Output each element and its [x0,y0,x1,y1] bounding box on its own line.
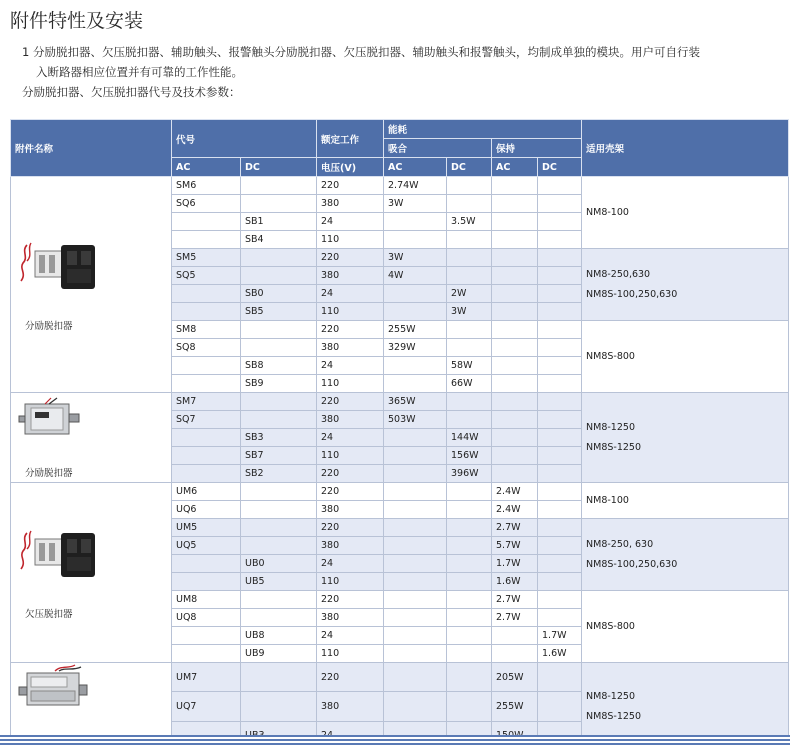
pickup-dc-cell [447,591,492,609]
rated-voltage-cell: 110 [317,303,384,321]
hold-ac-cell: 1.6W [492,573,538,591]
pickup-ac-cell: 255W [384,321,447,339]
code-dc-cell: UB9 [241,645,317,663]
code-ac-cell [172,555,241,573]
shell-frame-label: NM8-250,630 [586,268,651,280]
rated-voltage-cell: 380 [317,609,384,627]
pickup-ac-cell: 329W [384,339,447,357]
hold-dc-cell [538,663,582,692]
pickup-dc-cell: 396W [447,465,492,483]
pickup-ac-cell [384,213,447,231]
hold-ac-cell [492,465,538,483]
code-ac-cell: UQ7 [172,692,241,721]
header-shell: 适用壳架 [582,120,789,177]
pickup-dc-cell: 66W [447,375,492,393]
hold-dc-cell [538,591,582,609]
hold-ac-cell: 205W [492,663,538,692]
accessory-name-cell [11,393,172,483]
table-row [11,177,789,195]
hold-dc-cell [538,555,582,573]
code-dc-cell: SB3 [241,429,317,447]
shell-frame-cell [582,177,789,249]
hold-ac-cell [492,231,538,249]
shunt-release-solenoid-icon [15,396,85,447]
pickup-ac-cell [384,501,447,519]
code-dc-cell: SB8 [241,357,317,375]
pickup-ac-cell: 365W [384,393,447,411]
pickup-ac-cell [384,645,447,663]
pickup-ac-cell [384,231,447,249]
hold-dc-cell [538,692,582,721]
pickup-ac-cell: 3W [384,249,447,267]
header-code: 代号 [172,120,317,158]
code-ac-cell: UM7 [172,663,241,692]
rated-voltage-cell: 220 [317,483,384,501]
pickup-ac-cell [384,429,447,447]
code-ac-cell: SQ5 [172,267,241,285]
hold-ac-cell [492,321,538,339]
shell-frame-label: NM8S-800 [586,620,635,632]
shell-frame-label: NM8S-100,250,630 [586,288,678,300]
hold-ac-cell [492,393,538,411]
rated-voltage-cell: 110 [317,447,384,465]
accessory-name: 分励脱扣器 [25,468,73,479]
hold-ac-cell: 2.7W [492,519,538,537]
rated-voltage-cell: 24 [317,429,384,447]
hold-dc-cell [538,537,582,555]
hold-ac-cell: 255W [492,692,538,721]
rated-voltage-cell: 110 [317,231,384,249]
code-ac-cell: UQ8 [172,609,241,627]
code-dc-cell [241,411,317,429]
code-ac-cell: SM5 [172,249,241,267]
rated-voltage-cell: 380 [317,501,384,519]
shell-frame-cell [582,249,789,321]
pickup-ac-cell [384,303,447,321]
hold-dc-cell [538,195,582,213]
shell-frame-cell [582,393,789,483]
accessory-name-cell [11,177,172,393]
rated-voltage-cell: 380 [317,267,384,285]
code-ac-cell [172,627,241,645]
shell-frame-label: NM8-100 [586,494,629,506]
shunt-release-icon [15,237,101,300]
pickup-ac-cell [384,573,447,591]
pickup-ac-cell [384,465,447,483]
hold-ac-cell [492,447,538,465]
undervoltage-release-solenoid-icon [15,663,93,718]
hold-ac-cell [492,303,538,321]
pickup-dc-cell [447,501,492,519]
hold-dc-cell [538,519,582,537]
code-ac-cell [172,429,241,447]
hold-dc-cell [538,357,582,375]
pickup-dc-cell [447,627,492,645]
rated-voltage-cell: 24 [317,285,384,303]
pickup-ac-cell [384,537,447,555]
header-hold-ac: AC [492,158,538,177]
intro-line-2: 入断路器相应位置并有可靠的工作性能。 [36,65,243,79]
code-ac-cell: UM5 [172,519,241,537]
pickup-dc-cell [447,519,492,537]
shell-frame-label: NM8S-1250 [586,710,642,722]
pickup-dc-cell: 156W [447,447,492,465]
pickup-dc-cell [447,177,492,195]
pickup-ac-cell [384,663,447,692]
hold-ac-cell [492,195,538,213]
shell-frame-label: NM8-1250 [586,421,635,433]
code-dc-cell [241,195,317,213]
code-dc-cell: SB4 [241,231,317,249]
code-ac-cell [172,375,241,393]
rated-voltage-cell: 24 [317,213,384,231]
hold-dc-cell [538,249,582,267]
undervoltage-release-icon [15,525,101,588]
code-ac-cell: UM6 [172,483,241,501]
pickup-ac-cell [384,627,447,645]
code-dc-cell: SB0 [241,285,317,303]
hold-dc-cell [538,483,582,501]
hold-dc-cell [538,429,582,447]
intro-text [22,42,784,102]
rated-voltage-cell: 220 [317,321,384,339]
hold-ac-cell [492,375,538,393]
code-dc-cell: SB2 [241,465,317,483]
hold-dc-cell: 1.6W [538,645,582,663]
code-dc-cell: UB8 [241,627,317,645]
pickup-dc-cell [447,573,492,591]
pickup-ac-cell [384,447,447,465]
pickup-dc-cell [447,411,492,429]
hold-dc-cell [538,177,582,195]
code-dc-cell [241,609,317,627]
intro-line-3: 分励脱扣器、欠压脱扣器代号及技术参数： [22,85,241,99]
rated-voltage-cell: 380 [317,411,384,429]
hold-dc-cell [538,447,582,465]
header-hold-dc: DC [538,158,582,177]
hold-ac-cell [492,429,538,447]
shell-frame-cell [582,591,789,663]
code-ac-cell: SM7 [172,393,241,411]
pickup-dc-cell: 58W [447,357,492,375]
code-dc-cell: SB5 [241,303,317,321]
rated-voltage-cell: 24 [317,357,384,375]
pickup-ac-cell [384,519,447,537]
pickup-dc-cell [447,483,492,501]
hold-dc-cell [538,267,582,285]
table-row [11,483,789,501]
pickup-dc-cell [447,555,492,573]
code-dc-cell [241,537,317,555]
accessory-name-cell [11,483,172,663]
pickup-dc-cell [447,195,492,213]
hold-ac-cell [492,285,538,303]
code-ac-cell: SM6 [172,177,241,195]
spec-table [10,119,789,745]
hold-ac-cell [492,213,538,231]
rated-voltage-cell: 380 [317,339,384,357]
code-ac-cell: SQ7 [172,411,241,429]
pickup-dc-cell [447,645,492,663]
rated-voltage-cell: 220 [317,663,384,692]
pickup-ac-cell: 2.74W [384,177,447,195]
accessory-name: 欠压脱扣器 [25,609,73,620]
code-dc-cell [241,267,317,285]
shell-frame-label: NM8-100 [586,206,629,218]
header-hold: 保持 [492,139,582,158]
pickup-dc-cell [447,339,492,357]
pickup-dc-cell [447,537,492,555]
hold-ac-cell: 2.7W [492,609,538,627]
hold-dc-cell [538,375,582,393]
code-dc-cell: SB1 [241,213,317,231]
header-pickup-dc: DC [447,158,492,177]
rated-voltage-cell: 220 [317,177,384,195]
hold-ac-cell: 2.4W [492,501,538,519]
pickup-ac-cell [384,483,447,501]
code-ac-cell [172,285,241,303]
hold-ac-cell: 2.4W [492,483,538,501]
pickup-ac-cell [384,555,447,573]
code-ac-cell [172,213,241,231]
code-dc-cell [241,393,317,411]
table-row [11,663,789,692]
code-ac-cell: SQ6 [172,195,241,213]
header-code-dc: DC [241,158,317,177]
hold-ac-cell: 1.7W [492,555,538,573]
shell-frame-label: NM8S-100,250,630 [586,558,678,570]
rated-voltage-cell: 380 [317,692,384,721]
bottom-decorative-bar [0,735,790,745]
rated-voltage-cell: 380 [317,537,384,555]
hold-dc-cell [538,465,582,483]
rated-voltage-cell: 220 [317,591,384,609]
rated-voltage-cell: 220 [317,465,384,483]
pickup-ac-cell: 4W [384,267,447,285]
hold-ac-cell [492,249,538,267]
rated-voltage-cell: 380 [317,195,384,213]
hold-ac-cell [492,267,538,285]
pickup-dc-cell [447,249,492,267]
hold-ac-cell: 5.7W [492,537,538,555]
code-dc-cell [241,591,317,609]
rated-voltage-cell: 24 [317,627,384,645]
code-dc-cell: UB5 [241,573,317,591]
pickup-ac-cell [384,375,447,393]
code-dc-cell [241,321,317,339]
code-dc-cell: SB9 [241,375,317,393]
shell-frame-label: NM8S-1250 [586,441,642,453]
hold-dc-cell [538,321,582,339]
hold-ac-cell [492,645,538,663]
code-dc-cell [241,339,317,357]
hold-ac-cell [492,177,538,195]
pickup-ac-cell: 503W [384,411,447,429]
code-dc-cell [241,692,317,721]
code-ac-cell [172,231,241,249]
code-ac-cell [172,465,241,483]
code-ac-cell: SM8 [172,321,241,339]
header-power: 能耗 [384,120,582,139]
code-ac-cell [172,303,241,321]
pickup-ac-cell [384,285,447,303]
hold-dc-cell [538,213,582,231]
code-ac-cell: UQ6 [172,501,241,519]
pickup-dc-cell [447,231,492,249]
hold-dc-cell: 1.7W [538,627,582,645]
code-ac-cell: SQ8 [172,339,241,357]
code-dc-cell: SB7 [241,447,317,465]
pickup-dc-cell: 3.5W [447,213,492,231]
table-row [11,393,789,411]
pickup-ac-cell: 3W [384,195,447,213]
shell-frame-cell [582,483,789,519]
header-name: 附件名称 [11,120,172,177]
pickup-dc-cell: 2W [447,285,492,303]
header-voltage-1: 额定工作 [317,120,384,158]
hold-dc-cell [538,411,582,429]
rated-voltage-cell: 220 [317,519,384,537]
shell-frame-cell [582,321,789,393]
code-ac-cell: UQ5 [172,537,241,555]
pickup-dc-cell [447,692,492,721]
code-ac-cell [172,357,241,375]
shell-frame-cell [582,519,789,591]
header-pickup: 吸合 [384,139,492,158]
pickup-dc-cell [447,321,492,339]
pickup-dc-cell [447,393,492,411]
code-dc-cell [241,483,317,501]
hold-dc-cell [538,339,582,357]
code-ac-cell [172,645,241,663]
hold-ac-cell [492,411,538,429]
header-voltage-2: 电压(V) [317,158,384,177]
hold-ac-cell [492,357,538,375]
rated-voltage-cell: 220 [317,249,384,267]
shell-frame-label: NM8S-800 [586,350,635,362]
hold-ac-cell [492,627,538,645]
pickup-ac-cell [384,609,447,627]
header-pickup-ac: AC [384,158,447,177]
code-dc-cell: UB0 [241,555,317,573]
intro-line-1: 1 分励脱扣器、欠压脱扣器、辅助触头、报警触头分励脱扣器、欠压脱扣器、辅助触头和报警触头，均制成单独的模块。用户可自行装 [22,45,700,59]
rated-voltage-cell: 220 [317,393,384,411]
rated-voltage-cell: 110 [317,573,384,591]
hold-dc-cell [538,285,582,303]
code-dc-cell [241,663,317,692]
accessory-name-cell [11,663,172,745]
hold-dc-cell [538,231,582,249]
rated-voltage-cell: 110 [317,375,384,393]
code-ac-cell [172,447,241,465]
code-dc-cell [241,519,317,537]
hold-ac-cell [492,339,538,357]
code-ac-cell: UM8 [172,591,241,609]
pickup-ac-cell [384,357,447,375]
page-title: 附件特性及安装 [10,10,144,32]
pickup-dc-cell: 144W [447,429,492,447]
pickup-ac-cell [384,692,447,721]
code-ac-cell [172,573,241,591]
code-dc-cell [241,501,317,519]
header-code-ac: AC [172,158,241,177]
hold-dc-cell [538,303,582,321]
rated-voltage-cell: 24 [317,555,384,573]
rated-voltage-cell: 110 [317,645,384,663]
shell-frame-label: NM8-1250 [586,690,635,702]
pickup-dc-cell [447,609,492,627]
pickup-dc-cell [447,663,492,692]
pickup-ac-cell [384,591,447,609]
hold-dc-cell [538,393,582,411]
code-dc-cell [241,177,317,195]
shell-frame-label: NM8-250, 630 [586,538,654,550]
hold-dc-cell [538,609,582,627]
pickup-dc-cell: 3W [447,303,492,321]
code-dc-cell [241,249,317,267]
pickup-dc-cell [447,267,492,285]
shell-frame-cell [582,663,789,745]
hold-ac-cell: 2.7W [492,591,538,609]
hold-dc-cell [538,501,582,519]
hold-dc-cell [538,573,582,591]
accessory-name: 分励脱扣器 [25,321,73,332]
